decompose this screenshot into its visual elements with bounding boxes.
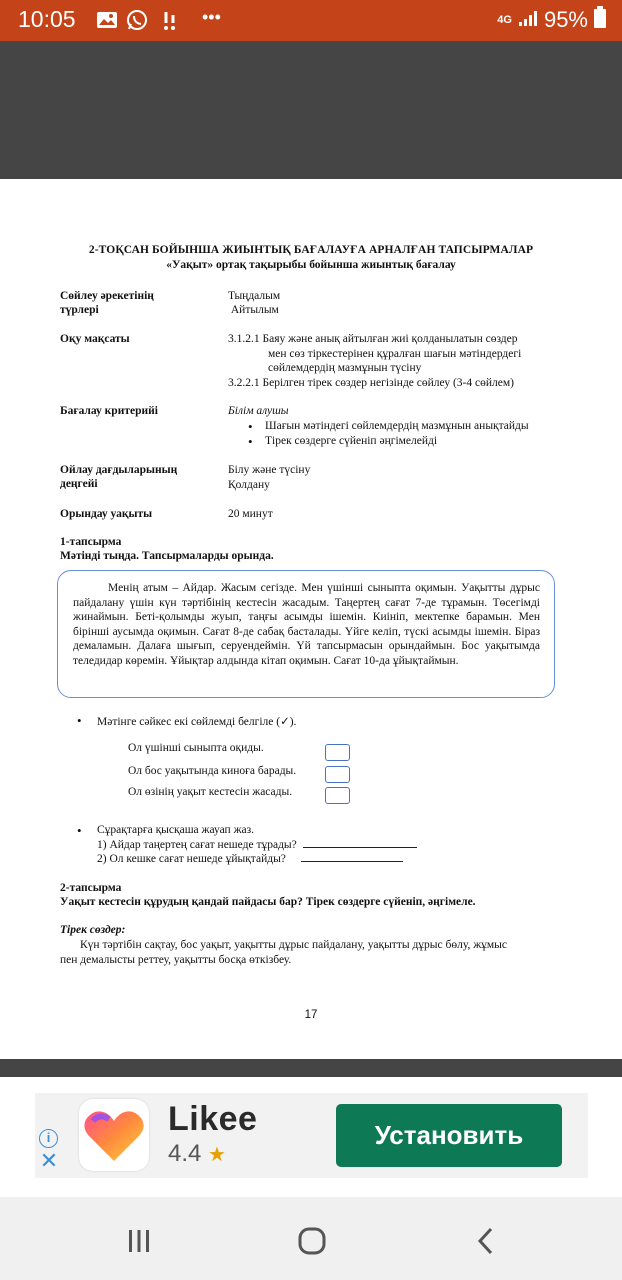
row-value-goal: 3.1.2.1 Баяу және анық айтылған жиі қолданылатын сөздер мен сөз тіркестерінен құралған шағын мәтіндердегі сөйлемдердің мазмұнын түсіну 3.2.2.1 Берілген тірек сөздер негізінде сөйлеу (3-4 сөйлем) (228, 333, 522, 389)
battery-percent: 95% (543, 7, 588, 32)
row-value-activity: Тыңдалым Айтылым (228, 290, 281, 316)
task1-bullet-mark: • Мәтінге сәйкес екі сөйлемді белгіле (✓). (78, 714, 296, 728)
navigation-bar (0, 1197, 622, 1280)
star-icon: ★ (208, 1144, 226, 1166)
ad-area (0, 1077, 622, 1197)
gallery-icon (96, 9, 118, 31)
row-label-level: Ойлау дағдыларының деңгейі (60, 464, 178, 490)
page-title: 2-ТОҚСАН БОЙЫНША ЖИЫНТЫҚ БАҒАЛАУҒА АРНАЛҒАН ТАПСЫРМАЛАР (88, 244, 534, 256)
ad-banner[interactable] (35, 1093, 588, 1178)
recent-apps-icon[interactable] (119, 1221, 159, 1261)
more-notifications-icon: ••• (202, 6, 221, 27)
statement-2: Ол бос уақытында киноға барады. (128, 765, 297, 777)
install-button[interactable]: Установить (336, 1104, 562, 1167)
task2-support-words: Тірек сөздер: Күн тәртібін сақтау, бос уақыт, уақытты дұрыс пайдалану, уақытты дұрыс бөлу, жұмыс пен демалысты реттеу, уақытты босқа өткізбеу. (60, 924, 507, 966)
statement-3-checkbox[interactable] (325, 787, 350, 804)
row-label-goal: Оқу мақсаты (60, 333, 130, 345)
page-subtitle: «Уақыт» ортақ тақырыбы бойынша жиынтық бағалау (166, 259, 456, 271)
document-page[interactable] (0, 179, 622, 1059)
statement-1: Ол үшінші сыныпта оқиды. (128, 742, 264, 754)
battery-icon (594, 6, 606, 34)
row-value-level: Білу және түсіну Қолдану (228, 464, 311, 491)
back-icon[interactable] (466, 1221, 506, 1261)
answer-line-2[interactable] (301, 852, 403, 862)
row-label-criteria: Бағалау критерийі (60, 405, 158, 417)
document-viewer-background (0, 41, 622, 179)
signal-icon (518, 7, 538, 33)
row-label-time: Орындау уақыты (60, 508, 153, 520)
whatsapp-icon (126, 9, 148, 31)
document-viewer-gap (0, 1059, 622, 1077)
likee-logo-icon (79, 1099, 149, 1171)
task2-heading: 2-тапсырма Уақыт кестесін құрудың қандай пайдасы бар? Тірек сөздерге сүйеніп, әңгімеле. (60, 882, 476, 908)
ad-info-icon[interactable]: i (39, 1129, 58, 1148)
question-2: 2) Ол кешке сағат нешеде ұйықтайды? (97, 852, 403, 865)
ad-rating: 4.4 ★ (168, 1140, 226, 1167)
row-label-activity: Сөйлеу әрекетінің түрлері (60, 290, 154, 316)
statement-2-checkbox[interactable] (325, 766, 350, 783)
ad-close-icon[interactable]: ✕ (39, 1148, 59, 1173)
row-value-time: 20 минут (228, 508, 273, 520)
list-item: • Шағын мәтіндегі сөйлемдердің мазмұнын анықтайды (228, 419, 529, 434)
network-type: 4G (497, 14, 512, 26)
task1-questions-bullet: • Сұрақтарға қысқаша жауап жаз. (78, 824, 254, 836)
home-icon[interactable] (292, 1221, 332, 1261)
task1-text-box: Менің атым – Айдар. Жасым сегізде. Мен үшінші сыныпта оқимын. Уақытты дұрыс пайдалану үшін күн тәртібінің кестесін жасадым. Таңертең сағат 7-де тұрамын. Төсегімді жинаймын. Беті-қолымды жуып, таңғы асымды ішемін. Киініп, мектепке барамын. Мен бірінші аусымда оқимын. Сағат 8-де сабақ басталады. Үйге келіп, түскі асымды ішемін. Біраз демаламын. Далаға шығып, серуендеймін. Үй тапсырмасын орындаймын. Бос уақытымда теледидар көремін. Ұйықтар алдында кітап оқимын. Сағат 10-да ұйықтаймын. (57, 570, 555, 698)
statement-3: Ол өзінің уақыт кестесін жасады. (128, 786, 293, 798)
statement-1-checkbox[interactable] (325, 744, 350, 761)
criteria-list (228, 419, 529, 449)
ad-app-name: Likee (168, 1100, 258, 1138)
clock: 10:05 (18, 6, 76, 32)
page-number: 17 (304, 1009, 318, 1021)
notification-icon (160, 9, 180, 31)
question-1: 1) Айдар таңертең сағат нешеде тұрады? (97, 838, 417, 851)
task1-heading: 1-тапсырма Мәтінді тыңда. Тапсырмаларды орында. (60, 536, 274, 562)
answer-line-1[interactable] (303, 838, 417, 848)
row-value-criteria: Білім алушы • Шағын мәтіндегі сөйлемдердің мазмұнын анықтайды • Тірек сөздерге сүйеніп әңгімелейді (228, 404, 529, 449)
status-bar (0, 0, 622, 41)
list-item: • Тірек сөздерге сүйеніп әңгімелейді (228, 434, 529, 449)
